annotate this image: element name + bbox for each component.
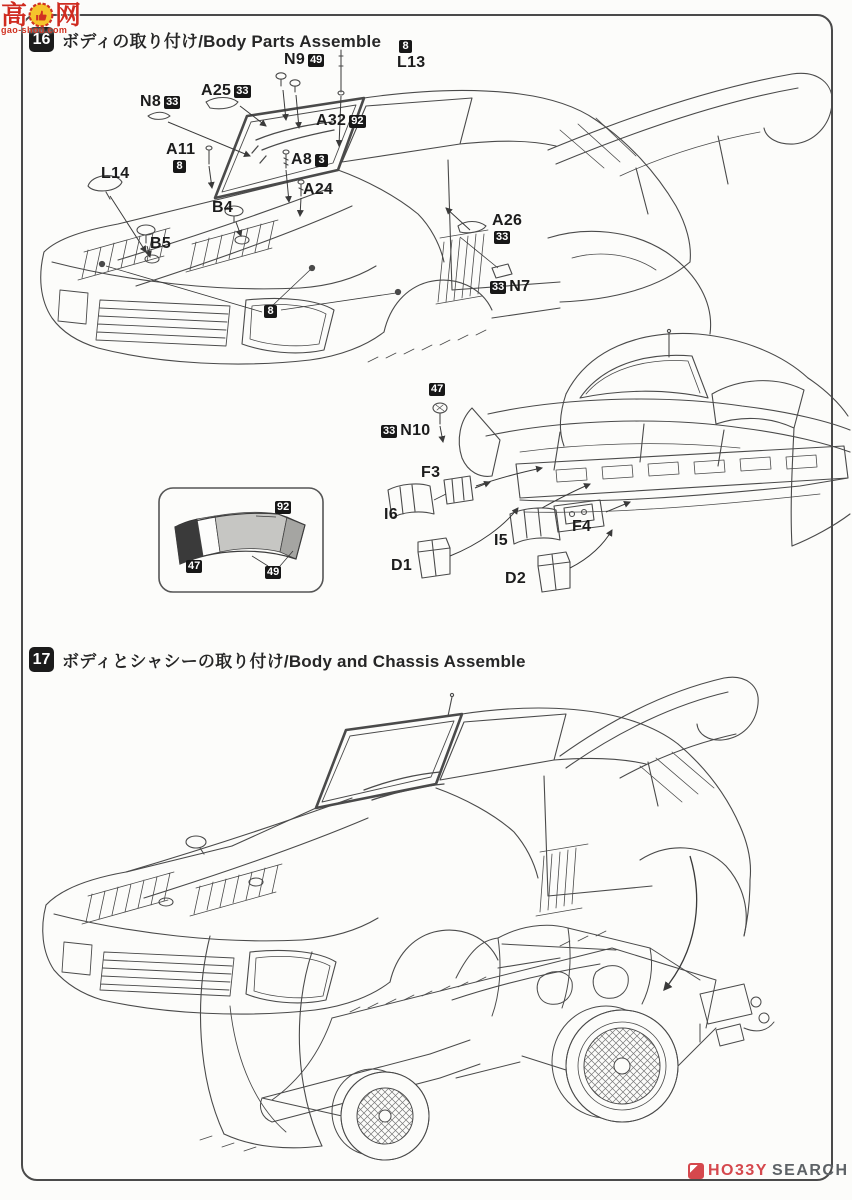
watermark-char-left: 高 [1,0,28,30]
part-label-i5 [494,533,508,549]
part-code-i6: I6 [384,506,398,523]
hobby-search-brand: HO33Y [708,1162,768,1179]
part-code-f4: F4 [572,518,592,535]
hobby-search-icon [688,1163,704,1179]
paint-box-49: 49 [267,566,280,578]
part-label-f4 [572,519,591,535]
paint-box-49: 49 [310,53,323,66]
part-label-n8 [140,94,180,110]
paint-box-92: 92 [277,501,290,513]
part-code-n8: N8 [140,93,162,110]
paint-box-8: 8 [173,160,186,173]
part-label-f3 [421,465,440,481]
part-label-d2 [505,571,526,587]
watermark-char-right: 网 [55,0,82,30]
part-code-n10: N10 [400,422,431,439]
step17-chassis-diagram [260,925,774,1160]
part-code-a25: A25 [201,82,232,99]
watermark-hobbysearch [688,1162,849,1180]
part-code-l14: L14 [101,165,130,182]
watermark-url: gao-shou.com [1,25,68,35]
wiper-paint-inset [159,488,323,592]
step16-leader-arrows [106,90,498,312]
paint-box-33: 33 [496,231,509,243]
inset-paint-49 [265,566,281,579]
part-label-a11 [166,142,195,173]
paint-box-33: 33 [383,424,396,437]
inset-paint-92 [275,501,291,514]
part-label-d1 [391,558,412,574]
part-code-a8: A8 [291,151,313,168]
watermark-gaoshou [1,2,81,35]
paint-box-33: 33 [166,95,179,108]
inset-paint-47 [186,560,202,573]
step16-number-box: 16 [29,27,54,52]
step17-number-box: 17 [29,647,54,672]
paint-box-3: 3 [315,154,328,167]
step16-header [29,27,381,52]
part-label-b4 [212,200,233,216]
part-label-n10 [381,423,431,439]
paint-label-hood-8 [264,305,277,318]
part-label-i6 [384,507,398,523]
part-code-l13: L13 [397,54,426,71]
hobby-search-suffix: SEARCH [771,1162,849,1179]
part-code-n9: N9 [284,51,306,68]
paint-box-92: 92 [351,114,364,127]
part-label-a25 [201,83,251,99]
part-label-a26 [492,213,522,244]
part-label-a8 [291,152,328,168]
part-label-l13 [397,40,425,71]
step17-header [29,647,526,672]
part-code-a26: A26 [492,212,523,229]
part-code-a24: A24 [303,181,334,198]
part-code-i5: I5 [494,532,508,549]
part-label-n9 [284,52,324,68]
part-label-n7 [490,279,530,295]
part-code-n7: N7 [509,278,531,295]
part-code-a32: A32 [316,112,347,129]
part-code-a11: A11 [166,141,196,158]
paint-label-wing-47 [429,383,445,396]
part-label-b5 [150,236,171,252]
paint-box-47: 47 [431,383,444,395]
part-code-d1: D1 [391,557,413,574]
step17-assembly-arrow [664,856,697,990]
part-code-b5: B5 [150,235,172,252]
part-code-f3: F3 [421,464,441,481]
part-label-a32 [316,113,366,129]
part-label-l14 [101,166,129,182]
part-code-b4: B4 [212,199,234,216]
part-code-d2: D2 [505,570,527,587]
paint-box-33: 33 [492,280,505,293]
paint-box-33: 33 [236,84,249,97]
part-label-a24 [303,182,333,198]
step17-title: ボディとシャシーの取り付け/Body and Chassis Assemble [62,652,526,671]
step16-title: ボディの取り付け/Body Parts Assemble [62,32,382,51]
paint-box-8: 8 [399,40,412,53]
paint-box-47: 47 [188,560,201,572]
paint-box-8: 8 [264,305,277,318]
